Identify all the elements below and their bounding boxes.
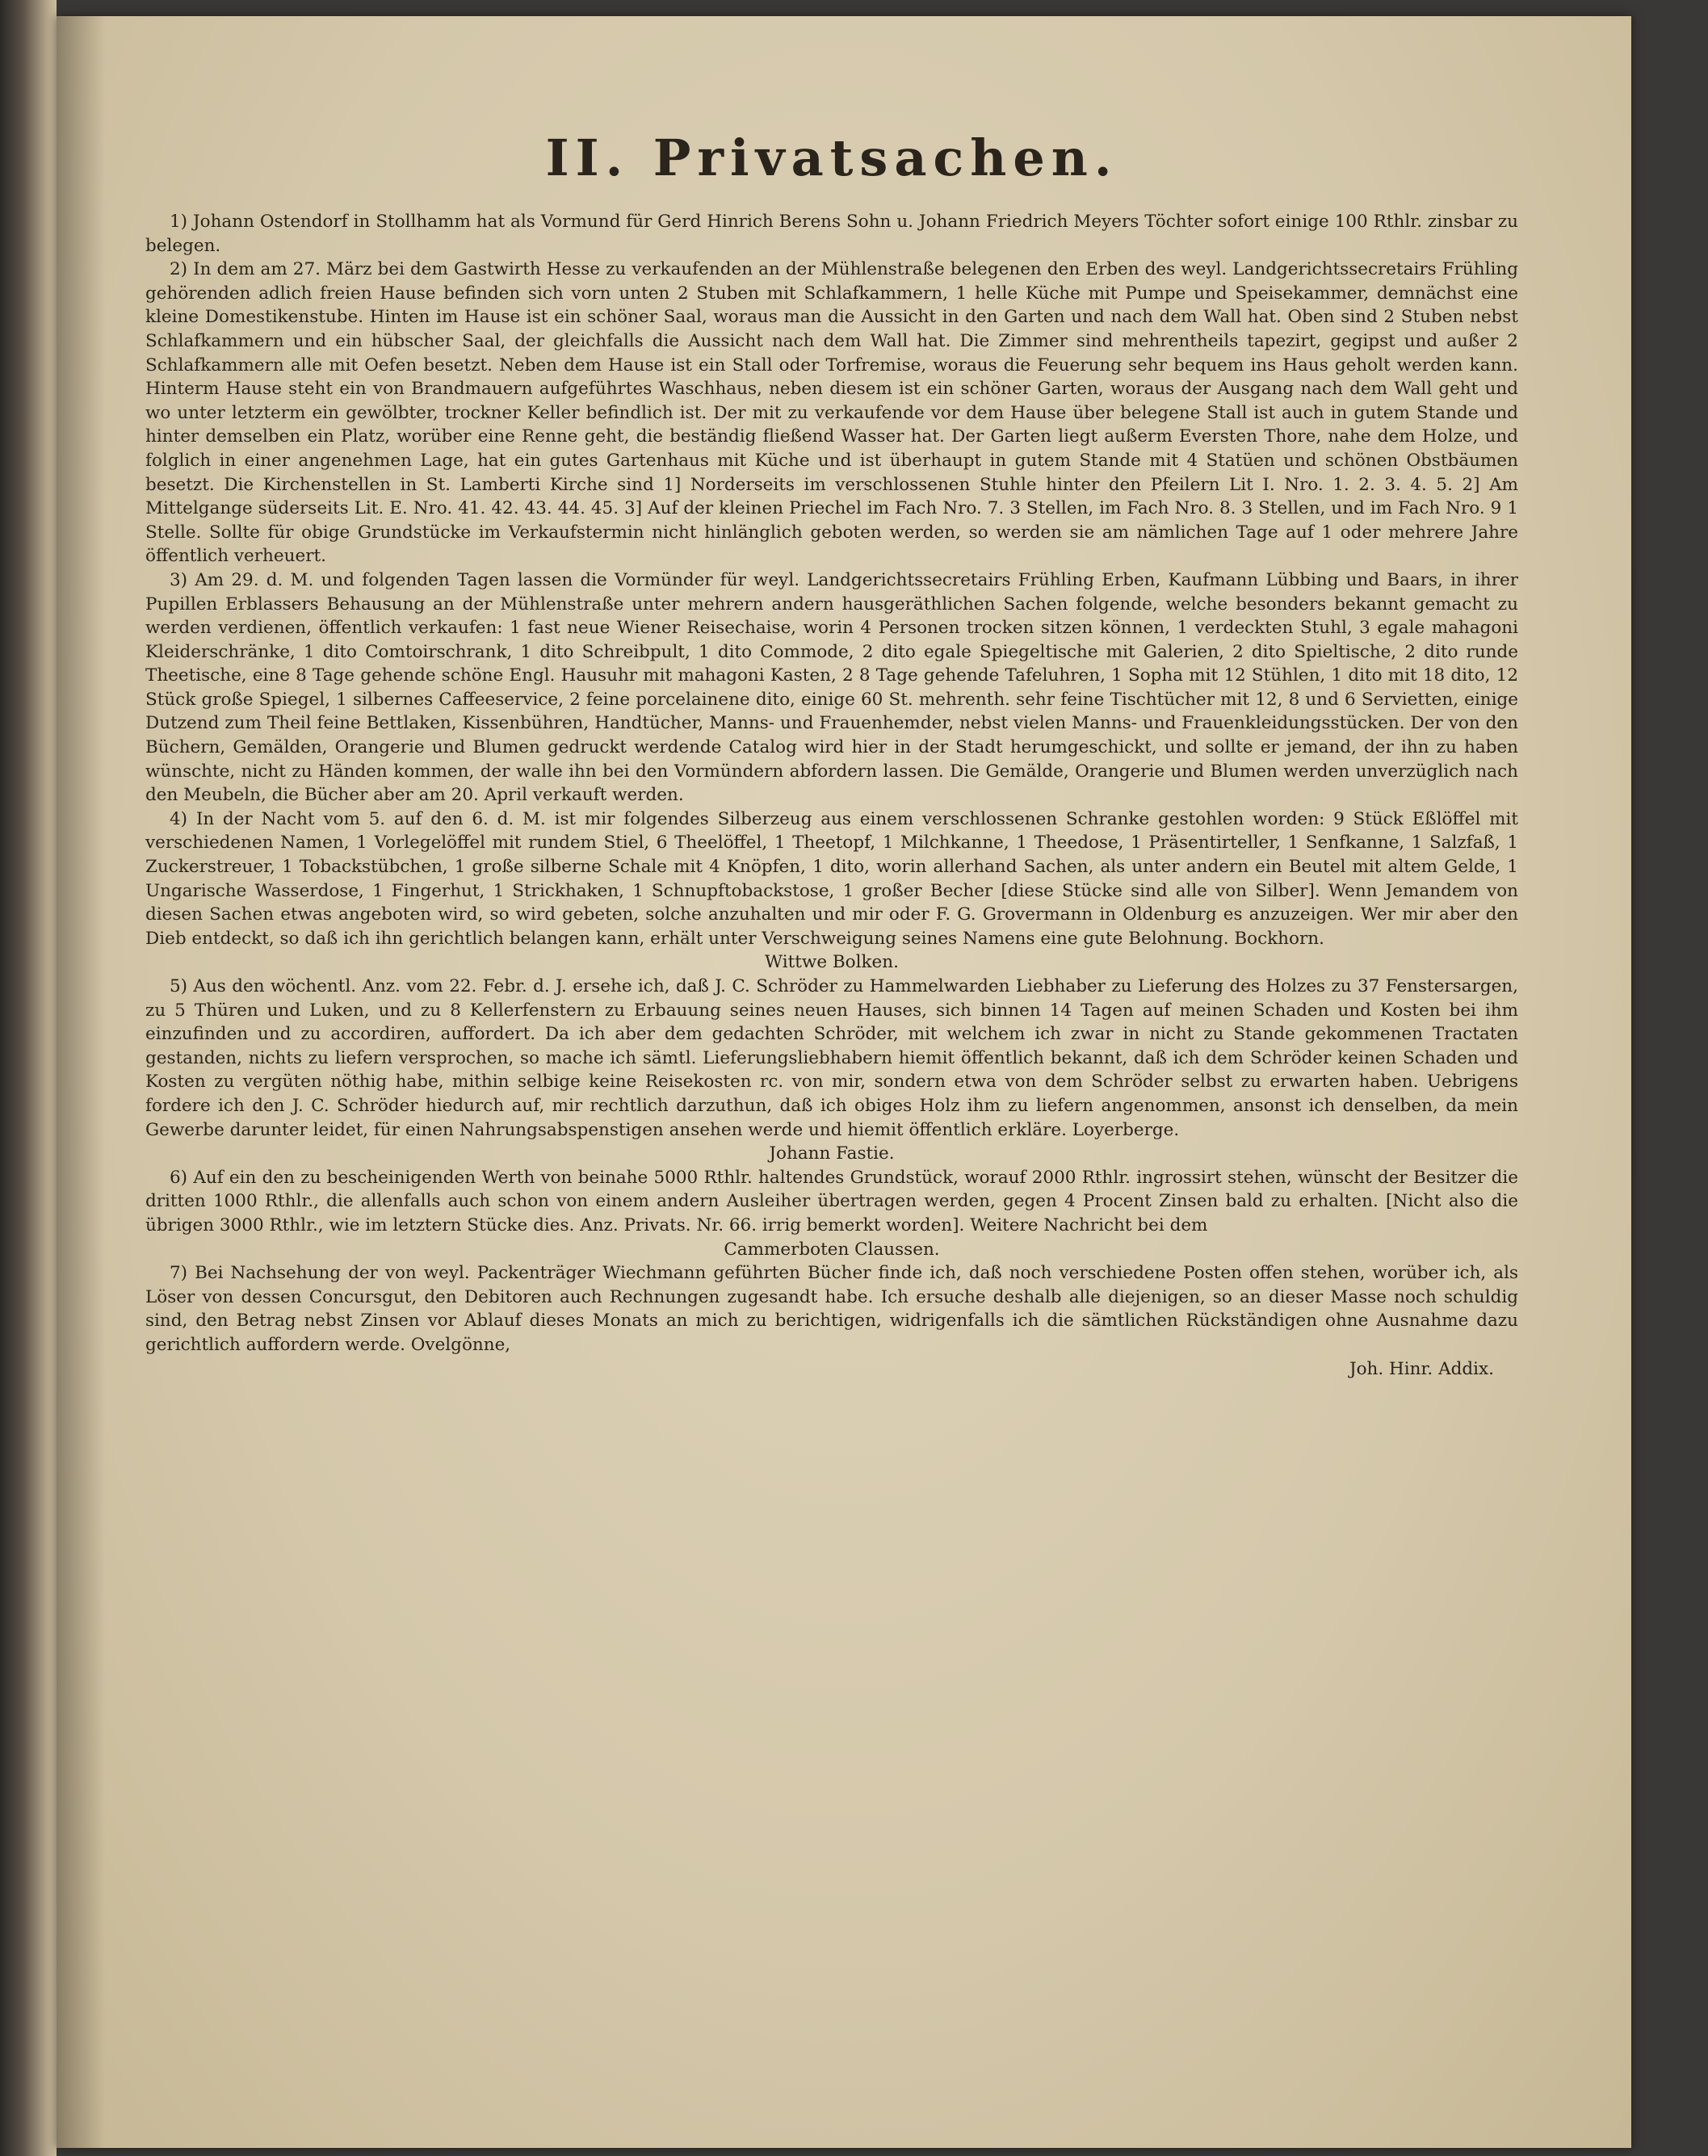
notice-7: 7) Bei Nachsehung der von weyl. Packenträger Wiechmann geführten Bücher finde ich, daß noch verschiedene Posten offen stehen, worüber ich, als Löser von dessen Concursgut, den Debitoren auch Rechnungen zugesandt habe. Ich ersuche deshalb alle diejenigen, so an dieser Masse noch schuldig sind, den Betrag nebst Zinsen vor Ablauf dieses Monats an mich zu berichtigen, widrigenfalls ich die sämtlichen Rückständigen ohne Ausnahme dazu gerichtlich auffordern werde. Ovelgönne,	[145, 1263, 1518, 1355]
book-spine	[0, 0, 57, 2156]
document-page	[57, 16, 1631, 2148]
document-text	[145, 129, 1518, 1381]
notice-4: 4) In der Nacht vom 5. auf den 6. d. M. ist mir folgendes Silberzeug aus einem verschlossenen Schranke gestohlen worden: 9 Stück Eßlöffel mit verschiedenen Namen, 1 Vorlegelöffel mit rundem Stiel, 6 Theelöffel, 1 Theetopf, 1 Milchkanne, 1 Theedose, 1 Präsentirteller, 1 Senfkanne, 1 Salzfaß, 1 Zuckerstreuer, 1 Tobackstübchen, 1 große silberne Schale mit 4 Knöpfen, 1 dito, worin allerhand Sachen, als unter andern ein Beutel mit altem Gelde, 1 Ungarische Wasserdose, 1 Fingerhut, 1 Strickhaken, 1 Schnupftobackstose, 1 großer Becher [diese Stücke sind alle von Silber]. Wenn Jemandem von diesen Sachen etwas angeboten wird, so wird gebeten, solche anzuhalten und mir oder F. G. Grovermann in Oldenburg es anzuzeigen. Wer mir aber den Dieb entdeckt, so daß ich ihn gerichtlich belangen kann, erhält unter Verschweigung seines Namens eine gute Belohnung. Bockhorn.	[145, 808, 1518, 949]
notice-5: 5) Aus den wöchentl. Anz. vom 22. Febr. d. J. ersehe ich, daß J. C. Schröder zu Hammelwarden Liebhaber zu Lieferung des Holzes zu 37 Fenstersargen, zu 5 Thüren und Luken, und zu 8 Kellerfenstern zu Erbauung seines neuen Hauses, sich binnen 14 Tagen auf meinen Schaden und Kosten bei ihm einzufinden und zu accordiren, auffordert. Da ich aber dem gedachten Schröder, mit welchem ich zwar in nicht zu Stande gekommenen Tractaten gestanden, nichts zu liefern versprochen, so mache ich sämtl. Lieferungsliebhabern hiemit öffentlich bekannt, daß ich dem Schröder keinen Schaden und Kosten zu vergüten nöthig habe, mithin selbige keine Reisekosten rc. von mir, sondern etwa von dem Schröder selbst zu erwarten haben. Uebrigens fordere ich den J. C. Schröder hiedurch auf, mir rechtlich darzuthun, daß ich obiges Holz ihm zu liefern angenommen, ansonst ich denselben, da mein Gewerbe darunter leidet, für einen Nahrungsabspenstigen ansehen werde und hiemit öffentlich erkläre. Loyerberge.	[145, 976, 1518, 1140]
notice-1: 1) Johann Ostendorf in Stollhamm hat als Vormund für Gerd Hinrich Berens Sohn u. Johann Friedrich Meyers Töchter sofort einige 100 Rthlr. zinsbar zu belegen.	[145, 212, 1518, 256]
notice-6: 6) Auf ein den zu bescheinigenden Werth von beinahe 5000 Rthlr. haltendes Grundstück, worauf 2000 Rthlr. ingrossirt stehen, wünscht der Besitzer die dritten 1000 Rthlr., die allenfalls auch schon von einem andern Ausleiher übertragen werden, gegen 4 Procent Zinsen bald zu erhalten. [Nicht also die übrigen 3000 Rthlr., wie im letztern Stücke dies. Anz. Privats. Nr. 66. irrig bemerkt worden]. Weitere Nachricht bei dem	[145, 1167, 1518, 1235]
notice-6-signature: Cammerboten Claussen.	[724, 1239, 940, 1260]
notice-2: 2) In dem am 27. März bei dem Gastwirth Hesse zu verkaufenden an der Mühlenstraße belegenen den Erben des weyl. Landgerichtssecretairs Frühling gehörenden adlich freien Hause befinden sich vorn unten 2 Stuben mit Schlafkammern, 1 helle Küche mit Pumpe und Speisekammer, demnächst eine kleine Domestikenstube. Hinten im Hause ist ein schöner Saal, woraus man die Aussicht in den Garten und nach dem Wall hat. Oben sind 2 Stuben nebst Schlafkammern und ein hübscher Saal, der gleichfalls die Aussicht nach dem Wall hat. Die Zimmer sind mehrentheils tapezirt, gegipst und außer 2 Schlafkammern alle mit Oefen besetzt. Neben dem Hause ist ein Stall oder Torfremise, woraus die Feuerung sehr bequem ins Haus geholt werden kann. Hinterm Hause steht ein von Brandmauern aufgeführtes Waschhaus, neben diesem ist ein schöner Garten, woraus der Ausgang nach dem Wall geht und wo unter letzterm ein gewölbter, trockner Keller befindlich ist. Der mit zu verkaufende vor dem Hause über belegene Stall ist auch in gutem Stande und hinter demselben ein Platz, worüber eine Renne geht, die beständig fließend Wasser hat. Der Garten liegt außerm Eversten Thore, nahe dem Holze, und folglich in einer angenehmen Lage, hat ein gutes Gartenhaus mit Küche und ist überhaupt in gutem Stande mit 4 Statüen und schönen Obstbäumen besetzt. Die Kirchenstellen in St. Lamberti Kirche sind 1] Norderseits im verschlossenen Stuhle hinter den Pfeilern Lit I. Nro. 1. 2. 3. 4. 5. 2] Am Mittelgange süderseits Lit. E. Nro. 41. 42. 43. 44. 45. 3] Auf der kleinen Priechel im Fach Nro. 7. 3 Stellen, im Fach Nro. 8. 3 Stellen, und im Fach Nro. 9 1 Stelle. Sollte für obige Grundstücke im Verkaufstermin nicht hinlänglich geboten werden, so werden sie am nämlichen Tage auf 1 oder mehrere Jahre öffentlich verheuert.	[145, 259, 1518, 567]
notice-7-signature: Joh. Hinr. Addix.	[1349, 1358, 1494, 1379]
page-gutter-shadow	[57, 16, 105, 2148]
notice-3: 3) Am 29. d. M. und folgenden Tagen lassen die Vormünder für weyl. Landgerichtssecretairs Frühling Erben, Kaufmann Lübbing und Baars, in ihrer Pupillen Erblassers Behausung an der Mühlenstraße unter mehrern andern hausgeräthlichen Sachen folgende, welche besonders bekannt gemacht zu werden verdienen, öffentlich verkaufen: 1 fast neue Wiener Reisechaise, worin 4 Personen trocken sitzen können, 1 verdeckten Stuhl, 3 egale mahagoni Kleiderschränke, 1 dito Comtoirschrank, 1 dito Schreibpult, 1 dito Commode, 2 dito egale Spiegeltische mit Galerien, 2 dito Spieltische, 2 dito runde Theetische, eine 8 Tage gehende schöne Engl. Hausuhr mit mahagoni Kasten, 2 8 Tage gehende Tafeluhren, 1 Sopha mit 12 Stühlen, 1 dito mit 18 dito, 12 Stück große Spiegel, 1 silbernes Caffeeservice, 2 feine porcelainene dito, einige 60 St. mehrenth. sehr feine Tischtücher mit 12, 8 und 6 Servietten, einige Dutzend zum Theil feine Bettlaken, Kissenbühren, Handtücher, Manns- und Frauenhemder, nebst vielen Manns- und Frauenkleidungsstücken. Der von den Büchern, Gemälden, Orangerie und Blumen gedruckt werdende Catalog wird hier in der Stadt herumgeschickt, und sollte er jemand, der ihn zu haben wünschte, nicht zu Händen kommen, der walle ihn bei den Vormündern abfordern lassen. Die Gemälde, Orangerie und Blumen werden unverzüglich nach den Meubeln, die Bücher aber am 20. April verkauft werden.	[145, 569, 1518, 806]
notice-5-signature: Johann Fastie.	[769, 1143, 895, 1164]
notice-4-signature: Wittwe Bolken.	[765, 952, 899, 973]
section-heading: II. Privatsachen.	[545, 128, 1118, 187]
